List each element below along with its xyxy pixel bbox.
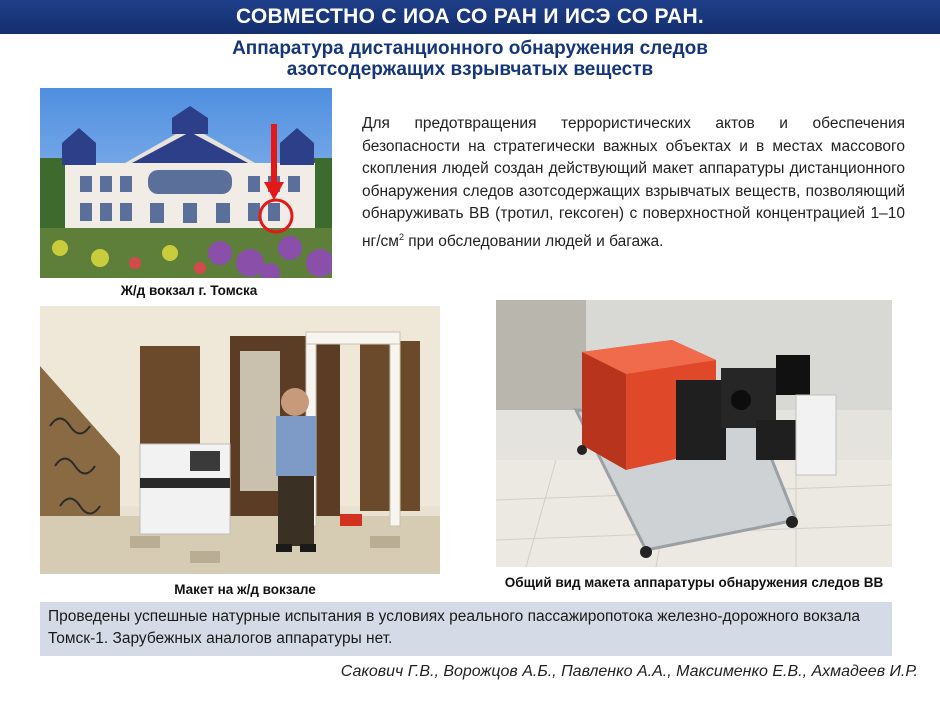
description-text bbox=[362, 113, 905, 253]
overview-caption: Общий вид макета аппаратуры обнаружения следов ВВ bbox=[504, 575, 884, 590]
header-banner bbox=[0, 0, 940, 34]
title-line-1: Аппаратура дистанционного обнаружения следов bbox=[232, 38, 708, 59]
station-illustration bbox=[40, 88, 332, 278]
description-main: Для предотвращения террористических актов и обеспечения безопасности на стратегически важных объектах и в местах массового скопления людей создан действующий макет аппаратуры дистанционного обнаружения следов азотсодержащих взрывчатых веществ, позволяющий обнаруживать ВВ (тротил, гексоген) с поверхностной концентрацией 1–10 нг/см bbox=[362, 115, 905, 250]
result-text: Проведены успешные натурные испытания в условиях реального пассажиропотока железно-дорожного вокзала Томск-1. Зарубежных аналогов аппаратуры нет. bbox=[48, 608, 861, 647]
mockup-photo bbox=[40, 306, 440, 574]
station-photo bbox=[40, 88, 332, 278]
title-line-2: азотсодержащих взрывчатых веществ bbox=[286, 59, 654, 80]
overview-illustration bbox=[496, 300, 892, 567]
banner-title: СОВМЕСТНО С ИОА СО РАН И ИСЭ СО РАН. bbox=[235, 5, 705, 28]
mockup-caption: Макет на ж/д вокзале bbox=[174, 582, 316, 597]
mockup-illustration bbox=[40, 306, 440, 574]
page-title bbox=[120, 38, 820, 80]
station-caption: Ж/д вокзал г. Томска bbox=[120, 283, 258, 298]
overview-photo bbox=[496, 300, 892, 567]
authors: Сакович Г.В., Ворожцов А.Б., Павленко А.А., Максименко Е.В., Ахмадеев И.Р. bbox=[340, 663, 918, 680]
description-tail: при обследовании людей и багажа. bbox=[403, 232, 664, 250]
description-superscript: 2 bbox=[398, 231, 404, 242]
